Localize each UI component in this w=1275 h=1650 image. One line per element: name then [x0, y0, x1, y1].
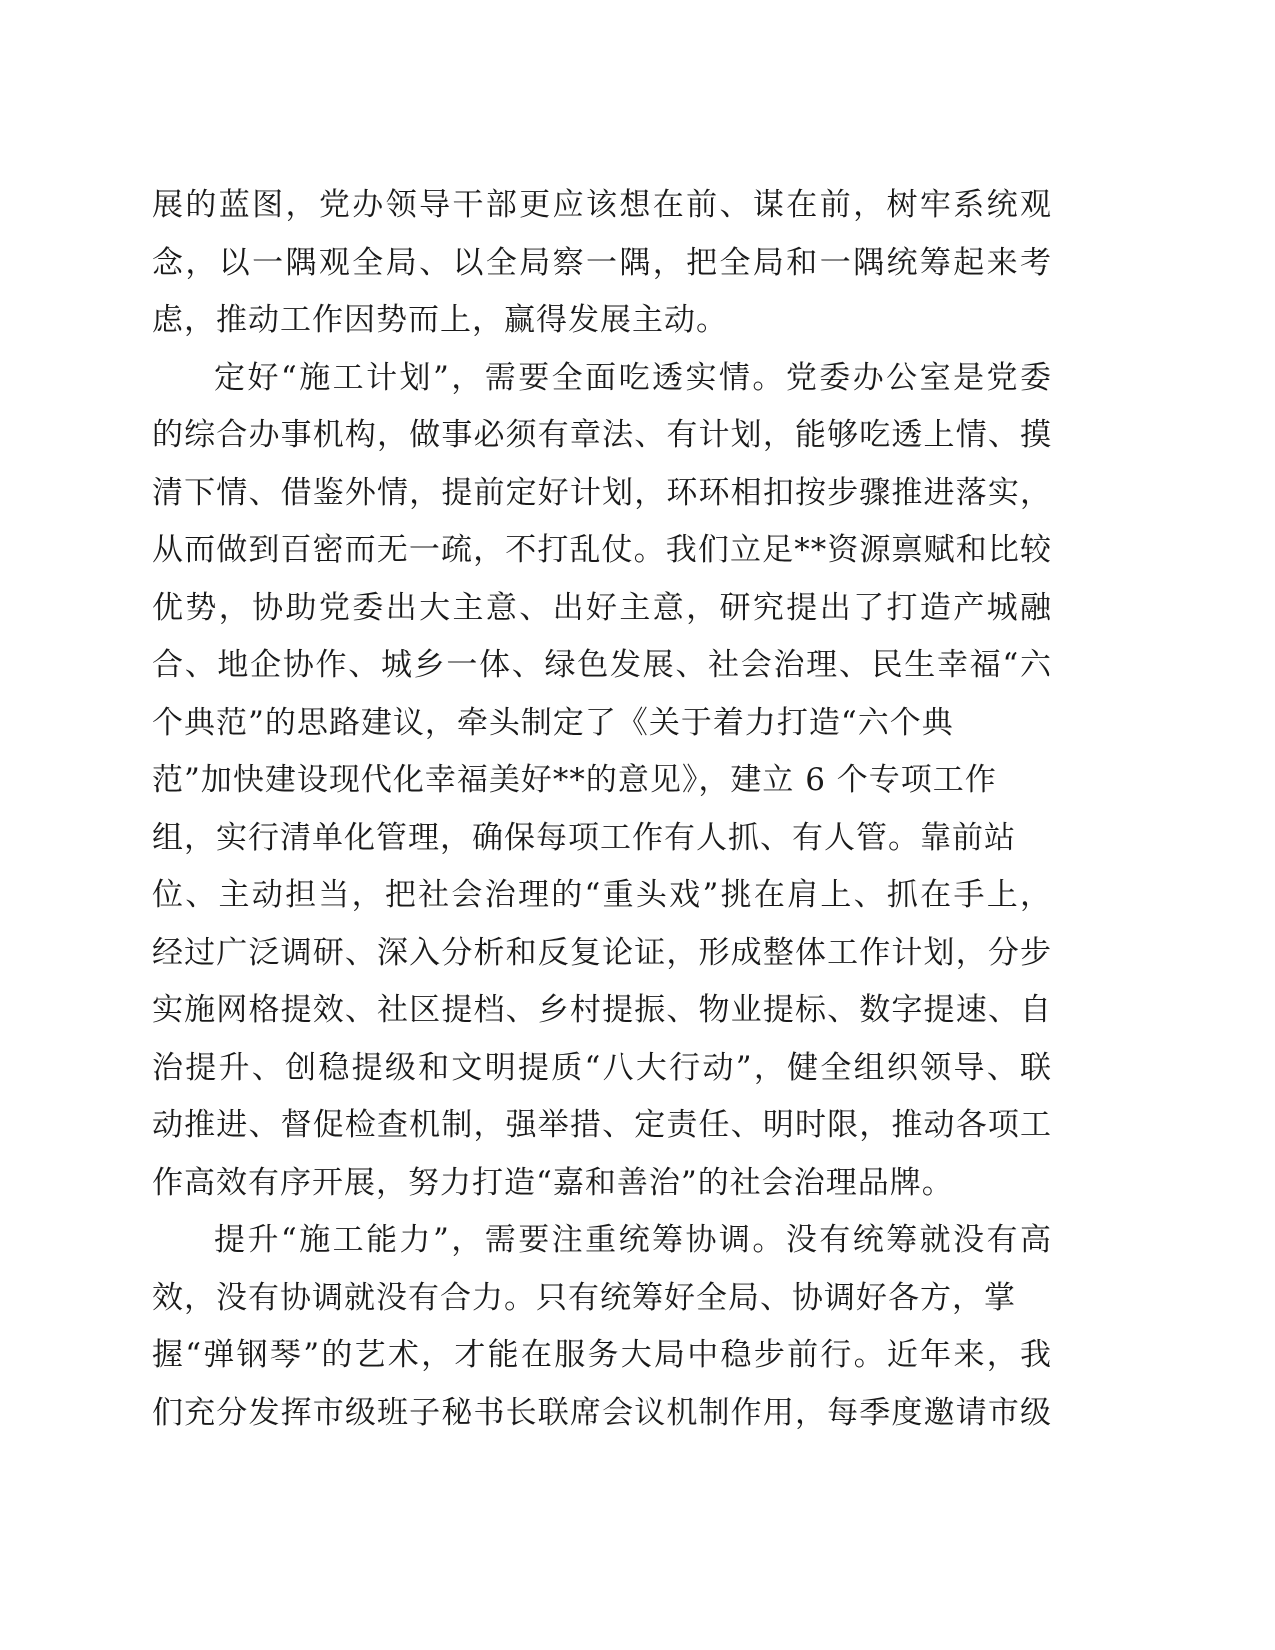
- text-line: 提升“施工能力”，需要注重统筹协调。没有统筹就没有高: [214, 1222, 1052, 1258]
- text-line: 位、主动担当，把社会治理的“重头戏”挑在肩上、抓在手上，: [152, 877, 1052, 913]
- text-line: 定好“施工计划”，需要全面吃透实情。党委办公室是党委: [214, 359, 1052, 396]
- text-line: 展的蓝图，党办领导干部更应该想在前、谋在前，树牢系统观: [152, 187, 1052, 223]
- text-line: 清下情、借鉴外情，提前定好计划，环环相扣按步骤推进落实，: [152, 474, 1052, 511]
- text-line: 实施网格提效、社区提档、乡村提振、物业提标、数字提速、自: [152, 992, 1052, 1028]
- text-line: 合、地企协作、城乡一体、绿色发展、社会治理、民生幸福“六: [152, 647, 1052, 683]
- text-line: 从而做到百密而无一疏，不打乱仗。我们立足**资源禀赋和比较: [152, 532, 1052, 568]
- text-line: 虑，推动工作因势而上，赢得发展主动。: [152, 302, 728, 338]
- text-line: 念，以一隅观全局、以全局察一隅，把全局和一隅统筹起来考: [152, 244, 1052, 281]
- text-line: 作高效有序开展，努力打造“嘉和善治”的社会治理品牌。: [152, 1164, 954, 1201]
- text-line: 握“弹钢琴”的艺术，才能在服务大局中稳步前行。近年来，我: [152, 1337, 1052, 1373]
- text-line: 治提升、创稳提级和文明提质“八大行动”，健全组织领导、联: [152, 1049, 1052, 1086]
- text-line: 个典范”的思路建议，牵头制定了《关于着力打造“六个典: [152, 704, 954, 741]
- text-line: 组，实行清单化管理，确保每项工作有人抓、有人管。靠前站: [152, 819, 1016, 856]
- text-line: 的综合办事机构，做事必须有章法、有计划，能够吃透上情、摸: [152, 417, 1052, 453]
- text-line: 们充分发挥市级班子秘书长联席会议机制作用，每季度邀请市级: [152, 1394, 1052, 1431]
- text-line: 效，没有协调就没有合力。只有统筹好全局、协调好各方，掌: [152, 1279, 1016, 1316]
- text-line: 范”加快建设现代化幸福美好**的意见》，建立 6 个专项工作: [152, 762, 997, 798]
- text-line: 动推进、督促检查机制，强举措、定责任、明时限，推动各项工: [152, 1107, 1052, 1143]
- text-line: 优势，协助党委出大主意、出好主意，研究提出了打造产城融: [152, 589, 1052, 626]
- text-line: 经过广泛调研、深入分析和反复论证，形成整体工作计划，分步: [152, 934, 1052, 971]
- body-text: [152, 177, 1052, 1442]
